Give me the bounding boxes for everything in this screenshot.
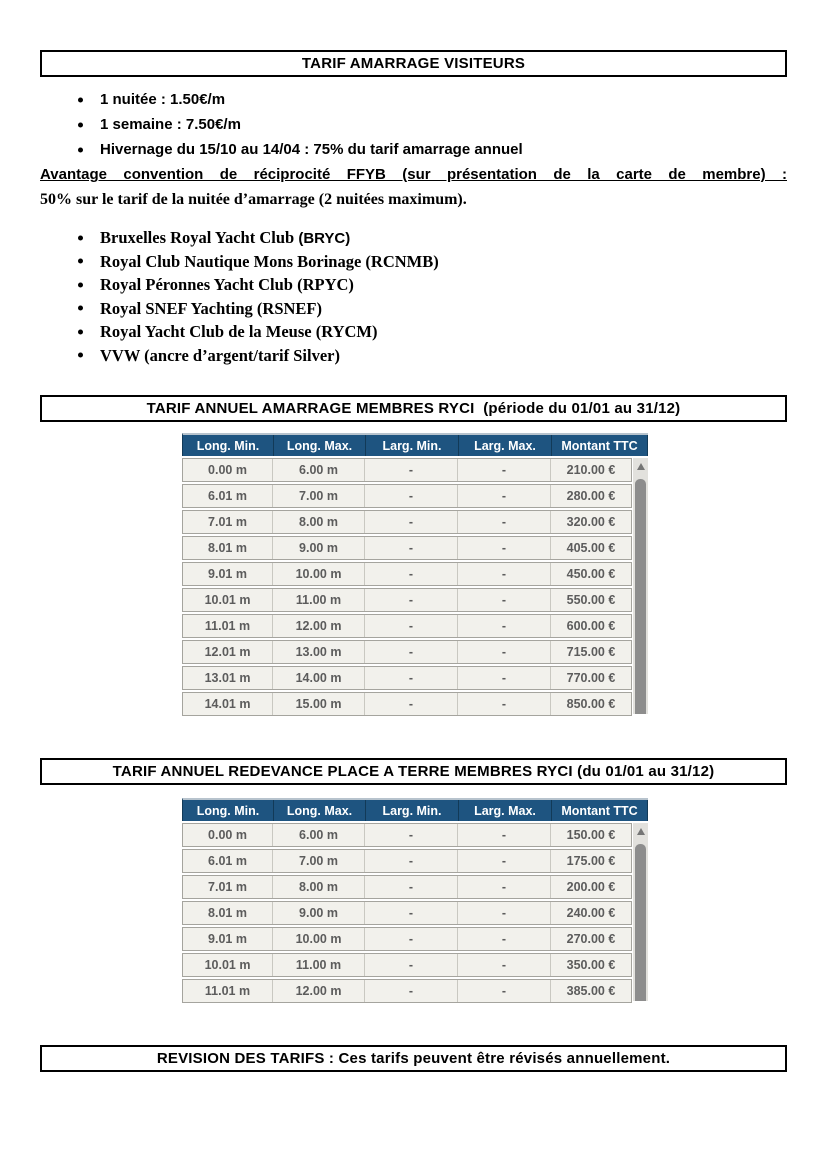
table-cell: - <box>458 615 551 637</box>
table-cell: 150.00 € <box>566 828 616 842</box>
club-name: VVW <box>100 345 145 365</box>
table-cell: 9.00 m <box>273 902 365 924</box>
table-cell: - <box>458 693 551 715</box>
club-item <box>60 297 439 321</box>
table-cell: 12.00 m <box>273 980 365 1002</box>
header-long-min: Long. Min. <box>183 800 274 821</box>
table-cell: 850.00 € <box>566 697 616 711</box>
table-cell: 6.00 m <box>273 824 365 846</box>
table-cell: - <box>365 693 458 715</box>
table-cell: 715.00 € <box>566 645 616 659</box>
scroll-up-button[interactable] <box>633 458 648 475</box>
header-larg-max: Larg. Max. <box>459 435 552 456</box>
table-cell: 11.00 m <box>273 589 365 611</box>
table-cell: 11.01 m <box>183 615 273 637</box>
revision-title: REVISION DES TARIFS : Ces tarifs peuvent être révisés annuellement. <box>156 1050 671 1067</box>
header-long-max: Long. Max. <box>274 800 366 821</box>
table-cell: - <box>365 902 458 924</box>
table-cell: - <box>365 954 458 976</box>
table-body <box>182 821 648 1003</box>
list-item: 1 semaine : 7.50€/m <box>60 113 523 137</box>
header-larg-min: Larg. Min. <box>366 435 459 456</box>
ffyb-note: 50% sur le tarif de la nuitée d’amarrage (2 nuitées maximum). <box>40 191 467 208</box>
ground-fee-title-box <box>40 758 787 785</box>
table-row <box>182 953 632 977</box>
list-item: Hivernage du 15/10 au 14/04 : 75% du tarif amarrage annuel <box>60 138 523 162</box>
header-long-min: Long. Min. <box>183 435 274 456</box>
table-cell: 12.00 m <box>273 615 365 637</box>
table-row <box>182 614 632 638</box>
table-cell: 13.01 m <box>183 667 273 689</box>
annual-mooring-title: TARIF ANNUEL AMARRAGE MEMBRES RYCI (période du 01/01 au 31/12) <box>146 400 681 417</box>
table-row <box>182 640 632 664</box>
club-abbr: (ancre d’argent/tarif Silver) <box>144 345 340 365</box>
table-row <box>182 927 632 951</box>
table-cell: - <box>365 511 458 533</box>
revision-title-box <box>40 1045 787 1072</box>
table-cell: 385.00 € <box>566 984 616 998</box>
table-cell: 12.01 m <box>183 641 273 663</box>
table-cell: 450.00 € <box>566 567 616 581</box>
table-cell: - <box>458 511 551 533</box>
vertical-scrollbar[interactable] <box>633 823 648 1001</box>
table-cell: - <box>365 485 458 507</box>
table-cell: 14.01 m <box>183 693 273 715</box>
club-name: Royal Péronnes Yacht Club <box>100 275 298 294</box>
table-row <box>182 875 632 899</box>
table-cell: 6.00 m <box>273 459 365 481</box>
club-abbr: (RYCM) <box>315 322 378 341</box>
table-cell: - <box>458 485 551 507</box>
header-larg-min: Larg. Min. <box>366 800 459 821</box>
list-item: 1 nuitée : 1.50€/m <box>60 88 523 112</box>
ground-fee-title: TARIF ANNUEL REDEVANCE PLACE A TERRE MEMBRES RYCI (du 01/01 au 31/12) <box>112 763 715 780</box>
table-cell: 7.01 m <box>183 511 273 533</box>
club-name: Royal SNEF Yachting <box>100 298 257 318</box>
table-cell: 10.01 m <box>183 589 273 611</box>
club-name: Bruxelles Royal Yacht Club <box>100 228 299 247</box>
table-header-row <box>182 433 648 456</box>
scroll-thumb[interactable] <box>635 479 646 714</box>
table-cell: 7.00 m <box>273 850 365 872</box>
table-cell: - <box>458 589 551 611</box>
table-row <box>182 849 632 873</box>
table-row <box>182 536 632 560</box>
chevron-up-icon <box>637 828 645 835</box>
table-cell: 405.00 € <box>566 541 616 555</box>
chevron-up-icon <box>637 463 645 470</box>
table-cell: - <box>458 928 551 950</box>
scroll-up-button[interactable] <box>633 823 648 840</box>
table-row <box>182 823 632 847</box>
table-cell: - <box>365 641 458 663</box>
table-row <box>182 692 632 716</box>
table-row <box>182 979 632 1003</box>
table-cell: - <box>458 954 551 976</box>
table-row <box>182 901 632 925</box>
table-cell: - <box>458 563 551 585</box>
table-cell: 175.00 € <box>566 854 616 868</box>
table-cell: 8.00 m <box>273 876 365 898</box>
table-cell: 240.00 € <box>566 906 616 920</box>
table-cell: 550.00 € <box>566 593 616 607</box>
ground-fee-table <box>182 798 648 1003</box>
table-cell: 0.00 m <box>183 459 273 481</box>
club-item <box>60 320 439 344</box>
table-cell: - <box>458 850 551 872</box>
club-abbr: (RPYC) <box>297 275 354 294</box>
table-cell: - <box>365 876 458 898</box>
table-cell: - <box>365 563 458 585</box>
table-cell: 280.00 € <box>566 489 616 503</box>
table-cell: 8.00 m <box>273 511 365 533</box>
table-cell: 10.01 m <box>183 954 273 976</box>
table-cell: 13.00 m <box>273 641 365 663</box>
table-cell: - <box>458 824 551 846</box>
table-cell: 210.00 € <box>566 463 616 477</box>
table-row <box>182 458 632 482</box>
table-header-row <box>182 798 648 821</box>
table-row <box>182 562 632 586</box>
table-cell: 9.01 m <box>183 928 273 950</box>
vertical-scrollbar[interactable] <box>633 458 648 714</box>
annual-mooring-title-box <box>40 395 787 422</box>
table-cell: 7.00 m <box>273 485 365 507</box>
table-cell: 8.01 m <box>183 537 273 559</box>
club-item <box>60 226 439 250</box>
club-item <box>60 344 439 368</box>
table-cell: 200.00 € <box>566 880 616 894</box>
table-cell: 11.00 m <box>273 954 365 976</box>
club-name: Royal Yacht Club de la Meuse <box>100 322 316 341</box>
visitors-title: TARIF AMARRAGE VISITEURS <box>301 55 526 72</box>
table-cell: 7.01 m <box>183 876 273 898</box>
table-cell: 770.00 € <box>566 671 616 685</box>
table-cell: - <box>458 667 551 689</box>
club-list <box>60 226 439 367</box>
table-body <box>182 456 648 716</box>
table-row <box>182 484 632 508</box>
table-cell: - <box>458 980 551 1002</box>
table-cell: - <box>458 537 551 559</box>
table-cell: - <box>458 902 551 924</box>
ffyb-heading: Avantage convention de réciprocité FFYB (sur présentation de la carte de membre) : <box>40 166 787 183</box>
table-cell: 600.00 € <box>566 619 616 633</box>
visitor-tariff-list <box>60 88 523 163</box>
table-cell: 9.01 m <box>183 563 273 585</box>
table-cell: - <box>365 850 458 872</box>
table-row <box>182 510 632 534</box>
table-cell: - <box>458 459 551 481</box>
table-cell: 320.00 € <box>566 515 616 529</box>
header-montant-ttc: Montant TTC <box>552 800 648 821</box>
table-cell: 350.00 € <box>566 958 616 972</box>
table-cell: 10.00 m <box>273 928 365 950</box>
table-cell: 6.01 m <box>183 485 273 507</box>
table-cell: 6.01 m <box>183 850 273 872</box>
visitors-title-box <box>40 50 787 77</box>
table-cell: - <box>365 824 458 846</box>
club-abbr: (RSNEF) <box>256 298 323 318</box>
table-cell: 14.00 m <box>273 667 365 689</box>
table-cell: 11.01 m <box>183 980 273 1002</box>
club-item <box>60 250 439 274</box>
table-cell: 270.00 € <box>566 932 616 946</box>
scroll-thumb[interactable] <box>635 844 646 1001</box>
header-larg-max: Larg. Max. <box>459 800 552 821</box>
header-long-max: Long. Max. <box>274 435 366 456</box>
table-cell: - <box>365 589 458 611</box>
table-cell: 9.00 m <box>273 537 365 559</box>
table-cell: 0.00 m <box>183 824 273 846</box>
table-cell: - <box>365 537 458 559</box>
club-abbr: (RCNMB) <box>365 251 439 271</box>
annual-mooring-table <box>182 433 648 716</box>
table-cell: 15.00 m <box>273 693 365 715</box>
table-cell: - <box>365 667 458 689</box>
table-cell: 8.01 m <box>183 902 273 924</box>
table-cell: - <box>365 928 458 950</box>
club-abbr: (BRYC) <box>298 230 351 247</box>
table-cell: - <box>365 615 458 637</box>
table-row <box>182 588 632 612</box>
table-cell: - <box>458 876 551 898</box>
table-cell: - <box>365 980 458 1002</box>
table-cell: 10.00 m <box>273 563 365 585</box>
table-cell: - <box>458 641 551 663</box>
header-montant-ttc: Montant TTC <box>552 435 648 456</box>
table-row <box>182 666 632 690</box>
club-item <box>60 273 439 297</box>
club-name: Royal Club Nautique Mons Borinage <box>100 251 366 271</box>
table-cell: - <box>365 459 458 481</box>
